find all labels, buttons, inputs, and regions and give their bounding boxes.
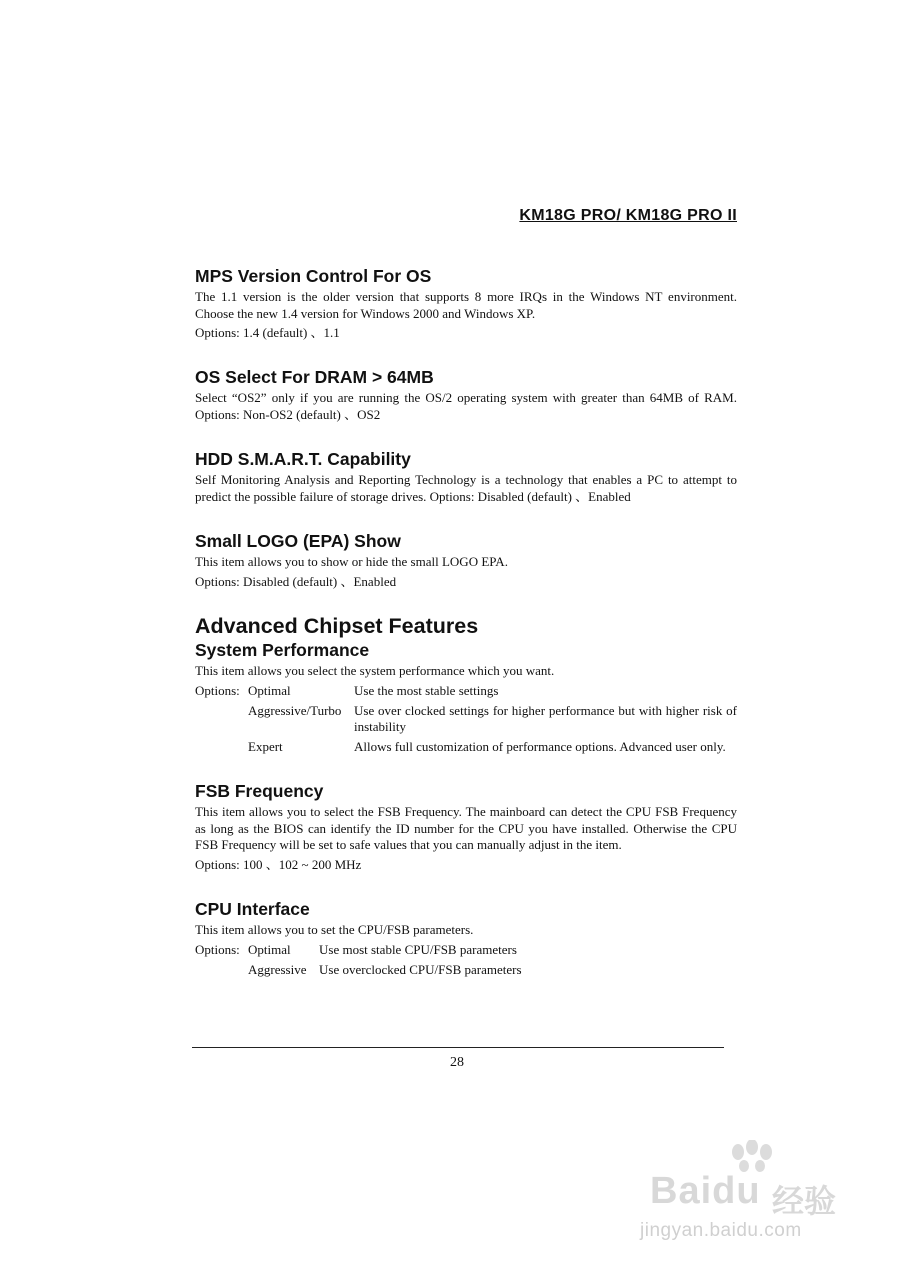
option-desc: Use overclocked CPU/FSB parameters bbox=[319, 961, 522, 977]
watermark-url: jingyan.baidu.com bbox=[640, 1220, 802, 1241]
option-name: Optimal bbox=[248, 682, 291, 698]
footer-divider bbox=[192, 1047, 724, 1048]
section-fsb-frequency bbox=[195, 780, 737, 873]
section-heading: CPU Interface bbox=[195, 899, 310, 919]
section-body: Select “OS2” only if you are running the OS/2 operating system with greater than 64MB of RAM. Options: Non-OS2 (default) 、OS2 bbox=[195, 390, 737, 422]
option-desc: Use most stable CPU/FSB parameters bbox=[319, 941, 517, 957]
page-header-title: KM18G PRO/ KM18G PRO II bbox=[519, 207, 737, 224]
option-name: Expert bbox=[248, 739, 283, 754]
section-heading: System Performance bbox=[195, 640, 370, 660]
option-name: Aggressive bbox=[248, 961, 307, 977]
options-label: Options: bbox=[195, 682, 240, 698]
section-body: This item allows you to show or hide the small LOGO EPA. bbox=[195, 554, 508, 569]
section-heading: Small LOGO (EPA) Show bbox=[195, 531, 401, 551]
options-row bbox=[195, 703, 737, 740]
section-body: This item allows you to select the FSB Frequency. The mainboard can detect the CPU FSB Frequency as long as the BIOS can identify the ID number for the CPU you have installed. Otherwise the CPU FSB Frequency will be set to safe values that you can manually adjust in the item. bbox=[195, 804, 737, 852]
section-body: This item allows you select the system performance which you want. bbox=[195, 663, 555, 678]
section-heading: HDD S.M.A.R.T. Capability bbox=[195, 449, 411, 469]
section-heading: OS Select For DRAM > 64MB bbox=[195, 367, 434, 387]
section-body: This item allows you to set the CPU/FSB parameters. bbox=[195, 922, 474, 937]
section-small-logo bbox=[195, 530, 737, 590]
section-cpu-interface bbox=[195, 898, 737, 982]
section-system-performance bbox=[195, 639, 737, 759]
watermark-brand: Baidu bbox=[650, 1170, 761, 1212]
baidu-watermark bbox=[640, 1140, 870, 1240]
options-row bbox=[195, 962, 522, 982]
watermark-brand-cn: 经验 bbox=[772, 1182, 837, 1220]
option-name: Optimal bbox=[248, 941, 291, 957]
options-row bbox=[195, 942, 522, 962]
option-desc: Allows full customization of performance options. Advanced user only. bbox=[354, 739, 726, 754]
section-heading: FSB Frequency bbox=[195, 781, 324, 801]
section-body: The 1.1 version is the older version that supports 8 more IRQs in the Windows NT environment. Choose the new 1.4 version for Windows 2000 and Windows XP. bbox=[195, 289, 737, 321]
options-row bbox=[195, 739, 737, 759]
options-table bbox=[195, 683, 737, 760]
options-label: Options: bbox=[195, 941, 240, 957]
options-table bbox=[195, 942, 522, 982]
section-mps-version bbox=[195, 265, 737, 342]
section-advanced-chipset bbox=[195, 613, 737, 639]
chapter-heading: Advanced Chipset Features bbox=[195, 614, 479, 638]
options-row bbox=[195, 683, 737, 703]
option-desc: Use over clocked settings for higher performance but with higher risk of instability bbox=[354, 702, 737, 734]
option-name: Aggressive/Turbo bbox=[248, 702, 342, 718]
option-desc: Use the most stable settings bbox=[354, 682, 499, 698]
section-options: Options: 1.4 (default) 、1.1 bbox=[195, 325, 340, 340]
section-hdd-smart bbox=[195, 448, 737, 505]
section-options: Options: Disabled (default) 、Enabled bbox=[195, 573, 397, 589]
section-os-select bbox=[195, 366, 737, 423]
section-body: Self Monitoring Analysis and Reporting Technology is a technology that enables a PC to attempt to predict the possible failure of storage drives. Options: Disabled (default) 、Enabled bbox=[195, 472, 737, 504]
section-options: Options: 100 、102 ~ 200 MHz bbox=[195, 856, 362, 872]
page-number: 28 bbox=[450, 1055, 464, 1070]
section-heading: MPS Version Control For OS bbox=[195, 266, 432, 286]
